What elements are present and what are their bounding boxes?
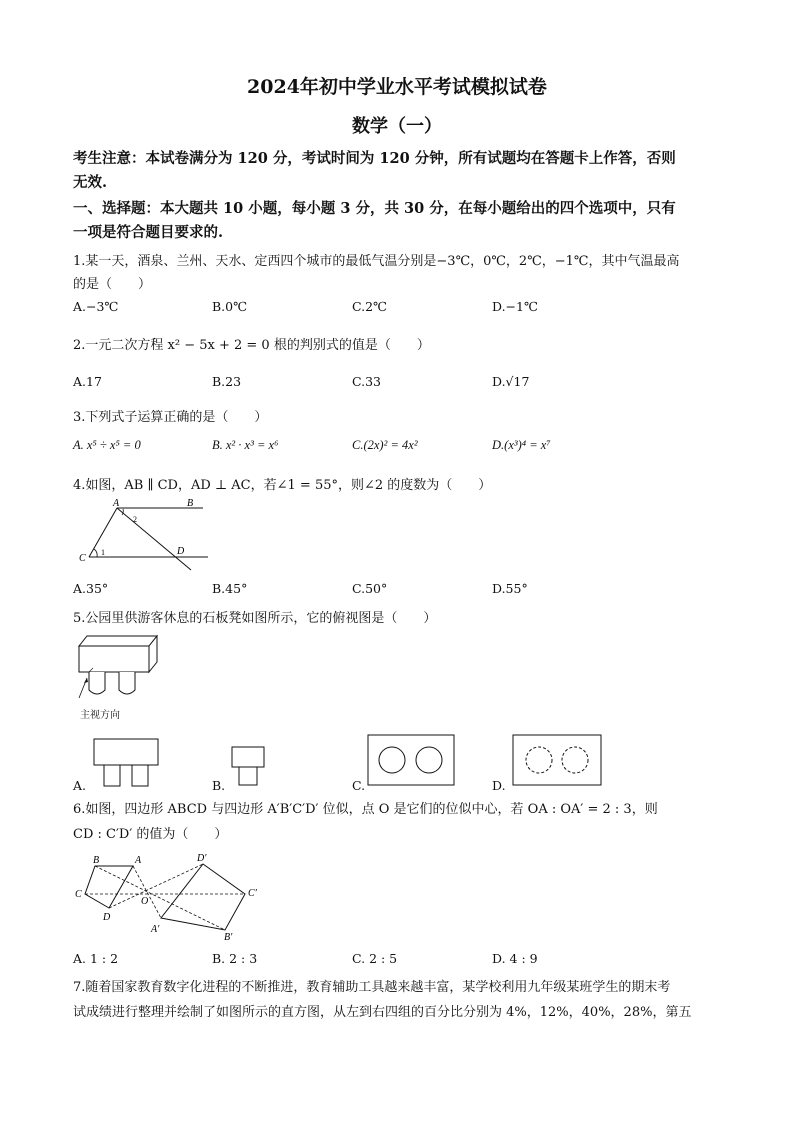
q4-stem: 4.如图，AB ∥ CD，AD ⊥ AC，若∠1 = 55°，则∠2 的度数为（ ） [73,478,492,493]
q6-option-b: B. 2 : 3 [212,951,258,966]
q4-option-a: A.35° [73,581,109,596]
q5-option-d: D. [492,778,506,793]
q4-label-angle-1: 1 [101,548,105,557]
section-heading-line-1: 一、选择题：本大题共 10 小题，每小题 3 分，共 30 分，在每小题给出的四个选项中，只有 [73,200,676,217]
q5-option-a: A. [73,778,87,793]
svg-text:A: A [135,855,142,866]
q1-option-c: C.2℃ [352,299,388,314]
q5-figure-caption: 主视方向 [80,710,120,721]
exam-title: 2024年初中学业水平考试模拟试卷 [247,76,547,98]
svg-text:C: C [75,889,82,900]
svg-text:D′: D′ [197,853,207,864]
q4-figure-parallel-lines [73,496,208,574]
q4-option-d: D.55° [492,581,528,596]
q6-stem-line-1: 6.如图，四边形 ABCD 与四边形 A′B′C′D′ 位似，点 O 是它们的位似中心，若 OA : OA′ = 2 : 3，则 [73,802,658,817]
q3-option-d: D.(x³)⁴ = x⁷ [492,438,551,452]
section-heading-line-2: 一项是符合题目要求的. [73,224,224,241]
q5-option-d-figure [512,734,602,786]
q4-option-c: C.50° [352,581,388,596]
svg-text:D: D [103,912,111,923]
q5-option-c: C. [352,778,366,793]
q6-option-d: D. 4 : 9 [492,951,538,966]
exam-subtitle: 数学（一） [352,116,442,137]
q3-stem: 3.下列式子运算正确的是（ ） [73,410,268,425]
q6-stem-line-2: CD : C′D′ 的值为（ ） [73,827,228,842]
svg-text:O: O [141,896,149,907]
q5-option-a-figure [92,737,160,789]
svg-text:B: B [93,855,100,866]
q4-label-c: C [79,553,86,564]
svg-text:B′: B′ [224,932,233,940]
q1-option-b: B.0℃ [212,299,248,314]
q1-stem-line-1: 1.某一天，酒泉、兰州、天水、定西四个城市的最低气温分别是−3℃，0℃，2℃，−1℃，其中气温最高 [73,254,680,269]
q5-option-b-figure [230,745,266,787]
q3-option-a: A. x⁵ ÷ x⁵ = 0 [73,438,141,452]
q7-stem-line-2: 试成绩进行整理并绘制了如图所示的直方图，从左到右四组的百分比分别为 4%，12%，40%，28%，第五 [73,1005,692,1020]
q1-stem-line-2: 的是（ ） [73,277,152,292]
q4-label-b: B [187,498,194,509]
q5-figure-stone-bench [75,632,160,702]
q4-option-b: B.45° [212,581,248,596]
q2-option-a: A.17 [73,374,102,389]
notice-line-2: 无效. [73,174,108,191]
q4-label-d: D [177,546,185,557]
q5-option-c-figure [367,734,455,786]
q4-label-angle-2: 2 [133,515,137,524]
q5-stem: 5.公园里供游客休息的石板凳如图所示，它的俯视图是（ ） [73,611,437,626]
q1-option-a: A.−3℃ [73,299,119,314]
q2-stem: 2.一元二次方程 x² − 5x + 2 = 0 根的判别式的值是（ ） [73,338,430,353]
notice-line-1: 考生注意：本试卷满分为 120 分，考试时间为 120 分钟，所有试题均在答题卡上作答，否则 [73,150,676,167]
svg-text:C′: C′ [248,888,257,899]
q3-option-b: B. x² · x³ = x⁶ [212,438,279,452]
q6-option-a: A. 1 : 2 [73,951,119,966]
q7-stem-line-1: 7.随着国家教育数字化进程的不断推进，教育辅助工具越来越丰富，某学校利用九年级某班学生的期末考 [73,980,671,995]
q1-option-d: D.−1℃ [492,299,538,314]
q6-option-c: C. 2 : 5 [352,951,398,966]
q4-label-a: A [113,498,120,509]
q5-option-b: B. [212,778,226,793]
q2-option-c: C.33 [352,374,381,389]
svg-text:A′: A′ [151,924,160,935]
q3-option-c: C.(2x)² = 4x² [352,438,418,452]
q2-option-b: B.23 [212,374,242,389]
q6-figure-similar-quadrilaterals [73,850,268,940]
q2-option-d: D.√17 [492,374,530,389]
